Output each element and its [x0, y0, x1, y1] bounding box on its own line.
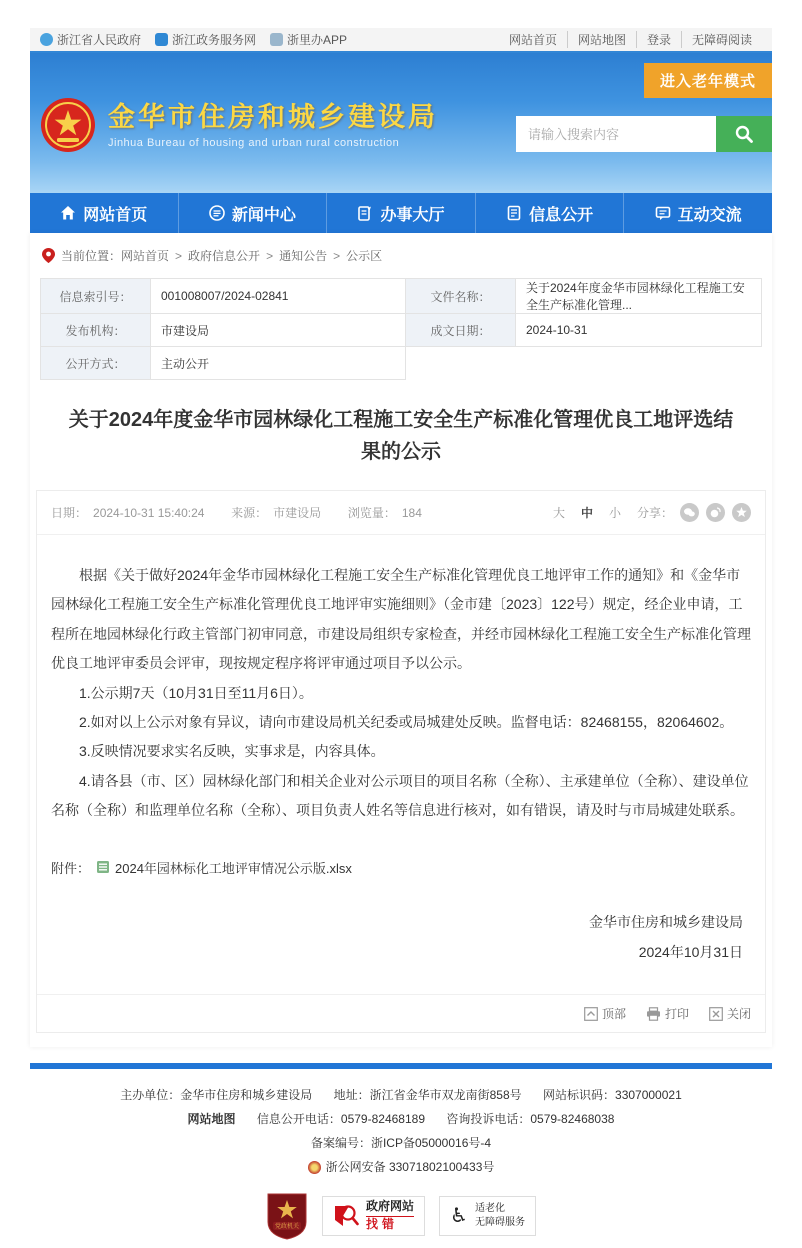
footer	[30, 1069, 772, 1240]
news-icon	[209, 205, 225, 221]
issue-date-value: 2024-10-31	[516, 314, 762, 347]
share-wechat-icon[interactable]	[680, 503, 699, 522]
topbar-right-links	[499, 31, 762, 48]
source-label: 来源：	[231, 506, 268, 520]
close-button[interactable]	[709, 1005, 751, 1022]
nav-label: 互动交流	[677, 206, 742, 224]
back-to-top-button[interactable]	[584, 1005, 626, 1022]
table-row	[41, 347, 762, 380]
paragraph: 1.公示期7天（10月31日至11月6日）。	[79, 684, 313, 701]
nav-item-home[interactable]	[30, 193, 178, 233]
breadcrumb	[30, 233, 772, 274]
police-registration-link[interactable]	[308, 1155, 495, 1179]
attachment-link[interactable]: 2024年园林标化工地评审情况公示版.xlsx	[115, 860, 352, 876]
site-logo[interactable]	[40, 97, 438, 153]
nav-label: 信息公开	[529, 206, 594, 224]
link-zhejiang-gov[interactable]	[40, 31, 141, 48]
main-nav	[30, 193, 772, 233]
chevron-up-icon	[584, 1007, 598, 1021]
site-title: 金华市住房和城乡建设局	[108, 102, 438, 133]
page-title: 关于2024年度金华市园林绿化工程施工安全生产标准化管理优良工地评选结果的公示	[68, 409, 734, 463]
link-label: 浙江政务服务网	[172, 33, 257, 47]
site-title-en: Jinhua Bureau of housing and urban rural construction	[108, 136, 400, 149]
location-pin-icon	[42, 248, 55, 263]
complaint-tel-label: 咨询投诉电话：	[446, 1112, 531, 1127]
paragraph: 3.反映情况要求实名反映，实事求是，内容具体。	[79, 743, 385, 760]
breadcrumb-separator: >	[266, 248, 274, 263]
article-box	[36, 490, 766, 1033]
file-name-value: 关于2024年度金华市园林绿化工程施工安全生产标准化管理...	[516, 279, 762, 314]
breadcrumb-home[interactable]: 网站首页	[121, 249, 170, 263]
search-icon	[734, 124, 754, 144]
disclosure-mode-value: 主动公开	[151, 347, 406, 380]
article-body	[37, 535, 765, 836]
site-code-value: 3307000021	[615, 1088, 682, 1103]
link-site-home[interactable]: 网站首页	[508, 33, 557, 47]
search-button[interactable]	[716, 116, 772, 152]
index-number-value: 001008007/2024-02841	[151, 279, 406, 314]
printer-icon	[646, 1007, 661, 1021]
views-label: 浏览量：	[347, 506, 396, 520]
close-icon	[709, 1007, 723, 1021]
address-value: 浙江省金华市双龙南街858号	[369, 1088, 522, 1103]
nav-item-news[interactable]	[178, 193, 327, 233]
footer-line-1	[30, 1083, 772, 1107]
font-size-medium-button[interactable]: 中	[580, 506, 593, 520]
link-accessibility[interactable]: 无障碍阅读	[681, 31, 762, 48]
issue-date-label: 成文日期：	[406, 314, 516, 347]
red-magnifier-icon	[333, 1203, 359, 1229]
footer-line-2	[30, 1107, 772, 1131]
form-pencil-icon	[357, 205, 373, 221]
close-label: 关闭	[726, 1007, 751, 1022]
article-meta-bar	[37, 491, 765, 535]
link-login[interactable]: 登录	[636, 31, 681, 48]
breadcrumb-prefix: 当前位置：	[61, 249, 122, 263]
link-label: 浙里办APP	[287, 33, 348, 47]
nav-item-info-disclosure[interactable]	[475, 193, 624, 233]
signature-block	[37, 877, 765, 995]
accessibility-service-badge[interactable]	[439, 1196, 536, 1236]
host-label: 主办单位：	[120, 1088, 181, 1103]
search-box	[516, 116, 772, 152]
accessibility-badge-line1: 适老化	[474, 1202, 505, 1214]
link-site-map[interactable]: 网站地图	[567, 31, 636, 48]
empty-cell	[406, 347, 762, 380]
table-row	[41, 314, 762, 347]
nav-label: 新闻中心	[231, 206, 296, 224]
print-button[interactable]	[646, 1005, 689, 1022]
complaint-tel-value: 0579-82468038	[530, 1112, 615, 1127]
document-info-table	[40, 278, 762, 380]
file-name-label: 文件名称：	[406, 279, 516, 314]
link-zhejiang-service[interactable]	[155, 31, 256, 48]
article-toolbar	[37, 994, 765, 1032]
main-content	[30, 233, 772, 1047]
accessibility-badge-line2: 无障碍服务	[474, 1216, 525, 1228]
share-label: 分享：	[636, 506, 673, 520]
search-input[interactable]	[516, 116, 716, 152]
zhejiang-gov-icon	[40, 33, 53, 46]
site-code-label: 网站标识码：	[543, 1088, 616, 1103]
svg-text:党政机关: 党政机关	[275, 1223, 300, 1230]
site-error-badge-line1: 政府网站	[366, 1199, 414, 1217]
topbar-left-links	[40, 31, 361, 48]
zhejiang-service-icon	[155, 33, 168, 46]
paragraph: 根据《关于做好2024年金华市园林绿化工程施工安全生产标准化管理优良工地评审工作的通知》和《金华市园林绿化工程施工安全生产标准化管理优良工地评审实施细则》（金市建〔2023〕122号）规定，经企业申请，工程所在地园林绿化行政主管部门初审同意，市建设局组织专家检查，并经市园林绿化工程施工安全生产标准化管理优良工地评审委员会评审，现按规定程序将评审通过项目予以公示。	[51, 567, 751, 672]
index-number-label: 信息索引号：	[41, 279, 151, 314]
article-meta-info	[51, 504, 428, 521]
elder-mode-button[interactable]: 进入老年模式	[644, 63, 772, 98]
link-zheliban-app[interactable]	[270, 31, 347, 48]
font-size-large-button[interactable]: 大	[552, 506, 565, 520]
link-label: 浙江省人民政府	[57, 33, 142, 47]
site-error-badge-line2: 找错	[366, 1216, 399, 1231]
top-utility-bar	[30, 28, 772, 53]
wheelchair-icon: ♿	[450, 1204, 468, 1227]
site-banner	[30, 53, 772, 193]
date-label: 日期：	[51, 506, 88, 520]
red-shield-icon	[266, 1192, 308, 1240]
breadcrumb-separator: >	[175, 248, 183, 263]
attachment-label: 附件：	[51, 860, 91, 876]
police-badge-icon	[308, 1161, 321, 1174]
chat-bubble-icon	[655, 205, 671, 221]
back-to-top-label: 顶部	[601, 1007, 626, 1022]
table-row	[41, 279, 762, 314]
host-value: 金华市住房和城乡建设局	[180, 1088, 313, 1103]
publish-org-label: 发布机构：	[41, 314, 151, 347]
icp-label: 备案编号：	[310, 1136, 371, 1151]
excel-file-icon	[96, 860, 110, 874]
paragraph: 4.请各县（市、区）园林绿化部门和相关企业对公示项目的项目名称（全称）、主承建单位（全称）、建设单位名称（全称）和监理单位名称（全称）、项目负责人姓名等信息进行核对，如有错误，请及时与市局城建处联系。	[51, 772, 749, 819]
breadcrumb-info-disclosure[interactable]: 政府信息公开	[188, 249, 261, 263]
disclosure-mode-label: 公开方式：	[41, 347, 151, 380]
footer-badges	[30, 1192, 772, 1240]
views-count: 184	[401, 506, 422, 520]
home-icon	[60, 205, 76, 221]
nav-label: 办事大厅	[380, 206, 445, 224]
sitemap-link[interactable]: 网站地图	[187, 1112, 236, 1127]
footer-line-3	[30, 1131, 772, 1155]
zheliban-app-icon	[270, 33, 283, 46]
icp-value: 浙ICP备05000016号-4	[370, 1136, 492, 1151]
address-label: 地址：	[333, 1088, 370, 1103]
breadcrumb-current: 公示区	[346, 249, 383, 263]
article-meta-actions	[545, 503, 751, 522]
footer-line-4	[30, 1155, 772, 1182]
government-agency-badge[interactable]	[266, 1192, 308, 1240]
breadcrumb-notices[interactable]: 通知公告	[279, 249, 328, 263]
paragraph: 2.如对以上公示对象有异议，请向市建设局机关纪委或局城建处反映。监督电话：82468155，82064602。	[79, 713, 734, 730]
font-size-small-button[interactable]: 小	[608, 506, 621, 520]
nav-label: 网站首页	[83, 206, 148, 224]
breadcrumb-separator: >	[333, 248, 341, 263]
police-registration-number: 浙公网安备 33071802100433号	[325, 1160, 495, 1175]
publish-org-value: 市建设局	[151, 314, 406, 347]
share-weibo-icon[interactable]	[706, 503, 725, 522]
share-qzone-icon[interactable]	[732, 503, 751, 522]
source-value: 市建设局	[273, 506, 322, 520]
nav-item-interaction[interactable]	[623, 193, 772, 233]
info-tel-label: 信息公开电话：	[256, 1112, 341, 1127]
national-emblem-icon	[40, 97, 96, 153]
attachment-row	[37, 836, 765, 877]
nav-item-service-hall[interactable]	[326, 193, 475, 233]
signature-date: 2024年10月31日	[638, 944, 743, 961]
document-icon	[506, 205, 522, 221]
print-label: 打印	[664, 1007, 689, 1022]
site-error-report-badge[interactable]	[322, 1196, 425, 1236]
info-tel-value: 0579-82468189	[340, 1112, 425, 1127]
date-value: 2024-10-31 15:40:24	[93, 506, 205, 520]
signature-org: 金华市住房和城乡建设局	[589, 913, 743, 930]
